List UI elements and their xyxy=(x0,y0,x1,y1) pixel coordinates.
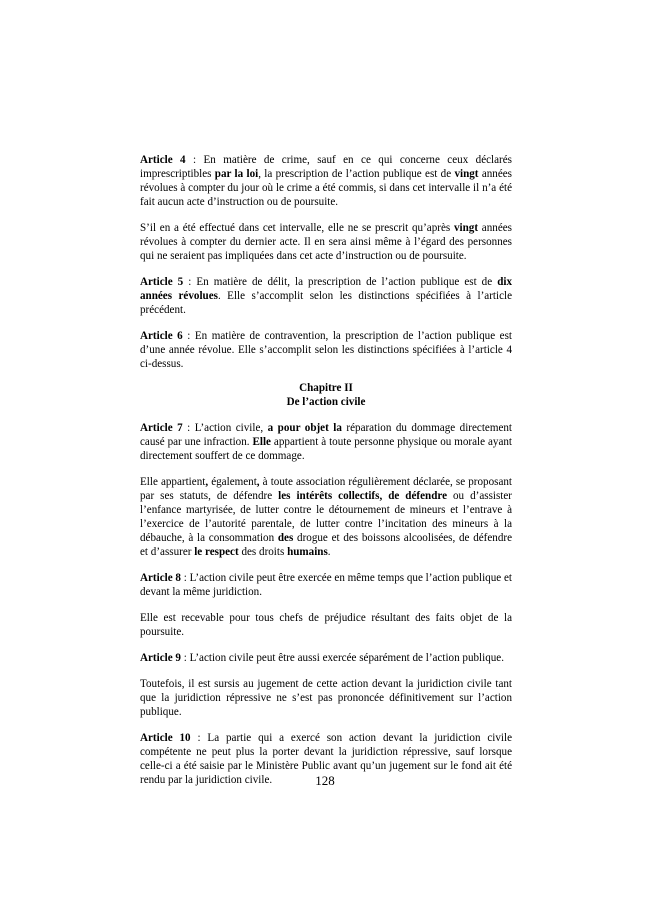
bold-text: , xyxy=(256,476,260,488)
bold-text: Article 6 xyxy=(140,330,183,342)
chapter-title: Chapitre II xyxy=(299,382,353,394)
bold-text: Article 8 xyxy=(140,572,181,584)
bold-text: a pour objet la xyxy=(267,422,342,434)
text-run: : La partie qui a exercé son action devant la juridiction civile compétente ne peut plus la porter devant la juridiction répressive, sauf lorsque celle-ci a été saisie par le Ministère Public avant qu’un jugement sur le fond ait été rendu par la juridiction civile. xyxy=(140,732,512,786)
paragraph xyxy=(140,611,512,639)
text-run: : L’action civile, xyxy=(182,422,268,434)
bold-text: le respect xyxy=(194,546,239,558)
bold-text: Article 5 xyxy=(140,276,184,288)
paragraph xyxy=(140,651,512,665)
text-run: . xyxy=(327,546,331,558)
text-run: drogue et des boissons alcoolisées, de défendre et d’assurer xyxy=(140,532,512,558)
text-run: à toute association régulièrement déclarée, se proposant par ses statuts, de défendre xyxy=(140,476,512,502)
text-run: Elle est recevable pour tous chefs de préjudice résultant des faits objet de la poursuite. xyxy=(140,612,512,638)
text-run: réparation du dommage directement causé par une infraction. xyxy=(140,422,513,448)
bold-text: Elle xyxy=(252,436,271,448)
text-run: années révolues à compter du dernier acte. Il en sera ainsi même à l’égard des personnes qui ne seraient pas impliquées dans cet acte d’instruction ou de poursuite. xyxy=(140,222,512,262)
text-run: Toutefois, il est sursis au jugement de cette action devant la juridiction civile tant que la juridiction répressive ne s’est pas prononcée définitivement sur l’action publique. xyxy=(140,678,512,718)
paragraph xyxy=(140,571,512,599)
bold-text: , xyxy=(205,476,209,488)
text-run: : En matière de contravention, la prescription de l’action publique est d’une année révolue. Elle s’accomplit selon les distinctions spécifiées à l’article 4 ci-dessus. xyxy=(140,330,513,370)
paragraph xyxy=(140,329,512,371)
bold-text: Article 9 xyxy=(140,652,181,664)
text-run: : En matière de délit, la prescription de l’action publique est de xyxy=(183,276,498,288)
paragraph xyxy=(140,475,512,559)
page-body xyxy=(140,153,512,799)
chapter-heading xyxy=(140,381,512,409)
text-run: : L’action civile peut être exercée en même temps que l’action publique et devant la même juridiction. xyxy=(140,572,512,598)
bold-text: par la loi xyxy=(214,168,259,180)
bold-text: les intérêts collectifs, de défendre xyxy=(278,490,448,502)
text-run: appartient à toute personne physique ou morale ayant directement souffert de ce dommage. xyxy=(140,436,512,462)
paragraph xyxy=(140,677,512,719)
text-run: S’il en a été effectué dans cet intervalle, elle ne se prescrit qu’après xyxy=(140,222,454,234)
text-run: années révolues à compter du jour où le crime a été commis, si dans cet intervalle il n’a été fait aucun acte d’instruction ou de poursuite. xyxy=(140,168,512,208)
text-run: Elle appartient xyxy=(140,476,206,488)
bold-text: Article 10 xyxy=(140,732,191,744)
text-run: également xyxy=(208,476,257,488)
text-run: ou d’assister l’enfance martyrisée, de lutter contre le détournement de mineurs et l’entrave à l’exercice de l’autorité parentale, de lutter contre l’incitation des mineurs à la débauche, à la consommation xyxy=(140,490,513,544)
paragraph xyxy=(140,221,512,263)
text-run: : L’action civile peut être aussi exercée séparément de l’action publique. xyxy=(180,652,504,664)
paragraph xyxy=(140,421,512,463)
bold-text: dix années révolues xyxy=(140,276,512,302)
bold-text: Article 7 xyxy=(140,422,183,434)
page-number: 128 xyxy=(315,773,335,788)
paragraph xyxy=(140,275,512,317)
bold-text: vingt xyxy=(454,168,479,180)
text-run: . Elle s’accomplit selon les distinctions spécifiées à l’article précédent. xyxy=(140,290,513,316)
bold-text: Article 4 xyxy=(140,154,186,166)
paragraph xyxy=(140,153,512,209)
bold-text: des xyxy=(277,532,294,544)
bold-text: vingt xyxy=(453,222,479,234)
text-run: des droits xyxy=(238,546,288,558)
chapter-subtitle: De l’action civile xyxy=(286,396,366,408)
bold-text: humains xyxy=(287,546,328,558)
text-run: : En matière de crime, sauf en ce qui concerne ceux déclarés imprescriptibles xyxy=(140,154,512,180)
text-run: , la prescription de l’action publique est de xyxy=(258,168,455,180)
